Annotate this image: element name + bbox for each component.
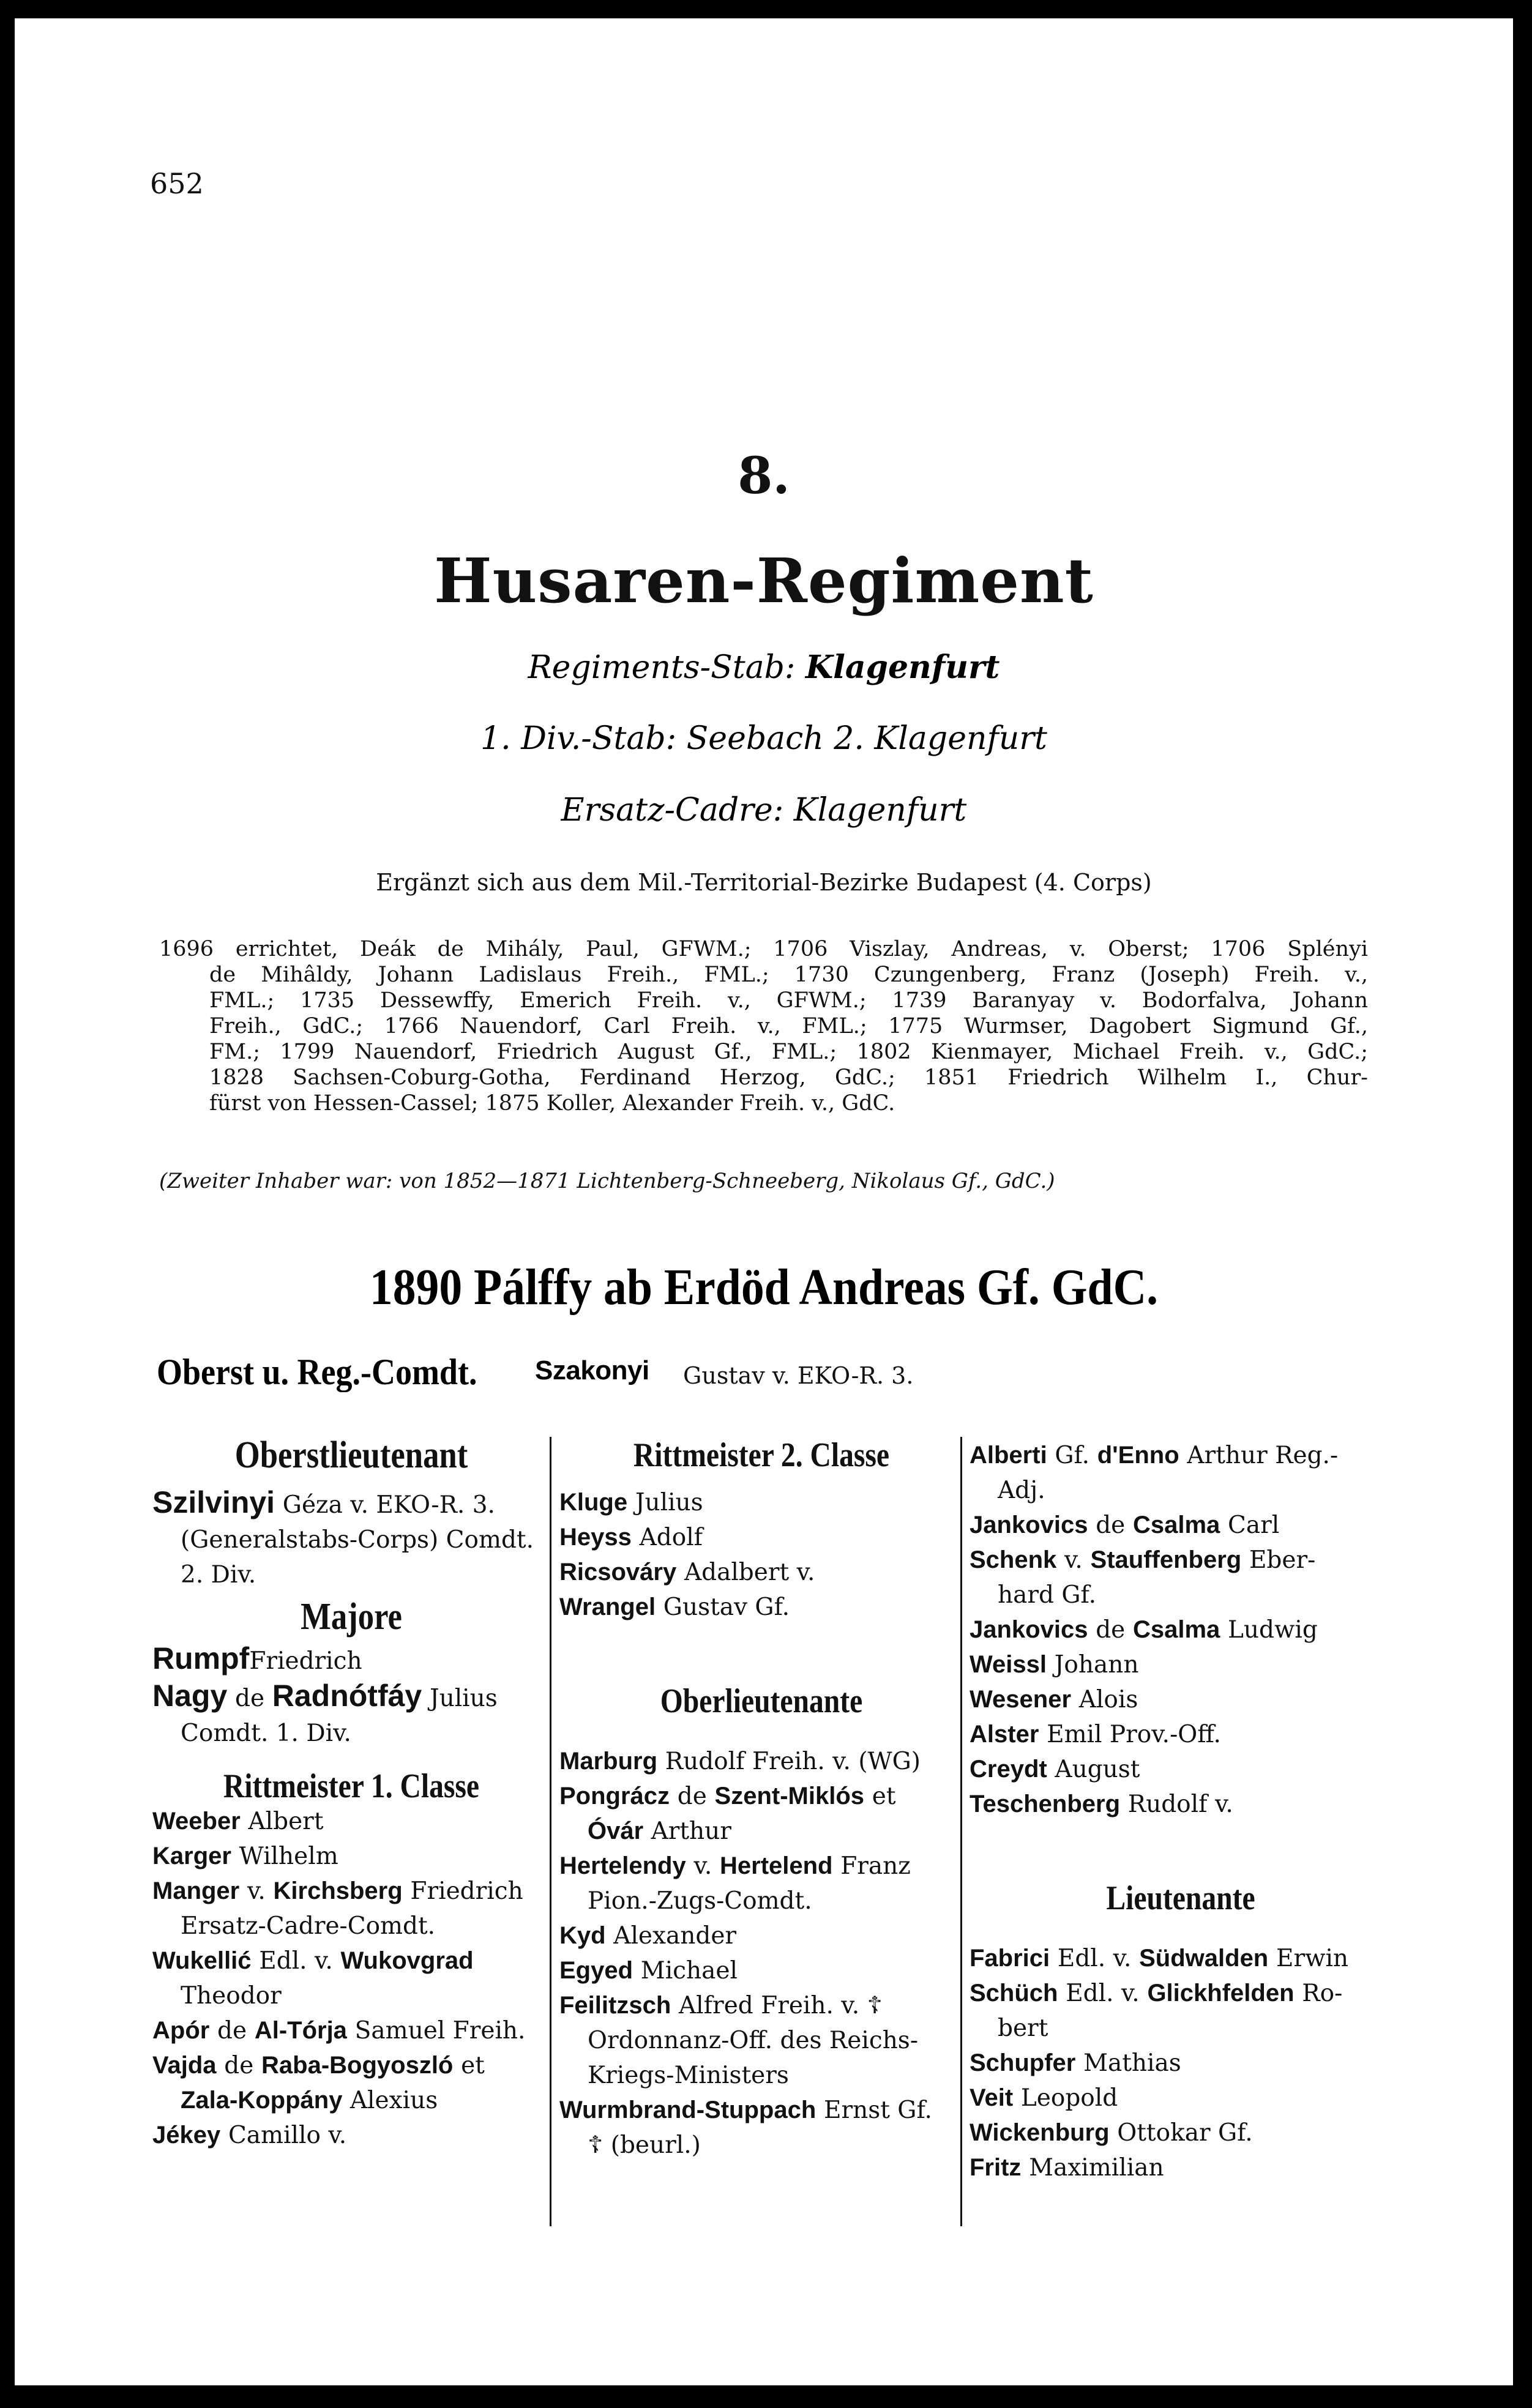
list-item: Schüch Edl. v. Glickhfelden Ro- — [970, 1980, 1343, 2007]
heading-rittmeister-2: Rittmeister 2. Classe — [633, 1436, 890, 1474]
list-item: Manger v. Kirchsberg Friedrich — [152, 1877, 523, 1905]
list-item: Fabrici Edl. v. Südwalden Erwin — [970, 1945, 1349, 1972]
list-item: Karger Wilhelm — [152, 1843, 338, 1870]
history-line: 1696 errichtet, Deák de Mihály, Paul, GFWM.; 1706 Viszlay, Andreas, v. Oberst; 1706 Splényi — [159, 937, 1368, 961]
oberst-name: Szakonyi — [535, 1355, 649, 1385]
list-item: Pongrácz de Szent-Miklós et — [559, 1783, 896, 1810]
history-line: FML.; 1735 Dessewffy, Emerich Freih. v., GFWM.; 1739 Baranyay v. Bodorfalva, Johann — [209, 988, 1368, 1013]
heading-majore: Majore — [301, 1596, 402, 1638]
ergaenzt-line: Ergänzt sich aus dem Mil.-Territorial-Bezirke Budapest (4. Corps) — [376, 869, 1152, 896]
ersatz-line: Ersatz-Cadre: Klagenfurt — [561, 792, 967, 829]
list-item: Schupfer Mathias — [970, 2049, 1181, 2077]
list-item: Jékey Camillo v. — [152, 2122, 347, 2149]
list-item: Creydt August — [970, 1756, 1140, 1783]
list-item: Veit Leopold — [970, 2084, 1118, 2112]
list-item: Marburg Rudolf Freih. v. (WG) — [559, 1748, 921, 1775]
list-item-continuation: ☦ (beurl.) — [588, 2131, 701, 2159]
list-item: RumpfFriedrich — [152, 1641, 362, 1676]
list-item: Heyss Adolf — [559, 1524, 703, 1551]
regiments-stab-line — [15, 649, 1513, 686]
oberst-details: Gustav v. EKO-R. 3. — [683, 1362, 914, 1389]
list-item-continuation: Zala-Koppány Alexius — [181, 2087, 438, 2114]
list-item-continuation: Kriegs-Ministers — [588, 2062, 789, 2089]
list-item-continuation: Ordonnanz-Off. des Reichs- — [588, 2027, 919, 2054]
list-item: Feilitzsch Alfred Freih. v. ☦ — [559, 1992, 883, 2019]
list-item: Kyd Alexander — [559, 1922, 737, 1950]
list-item: Wurmbrand-Stuppach Ernst Gf. — [559, 2097, 932, 2124]
regiment-owner: 1890 Pálffy ab Erdöd Andreas Gf. GdC. — [369, 1259, 1159, 1316]
list-item: Jankovics de Csalma Carl — [970, 1512, 1280, 1539]
list-item-continuation: 2. Div. — [181, 1561, 256, 1589]
list-item-continuation: (Generalstabs-Corps) Comdt. — [181, 1526, 534, 1554]
list-item: Weeber Albert — [152, 1808, 324, 1835]
column-2 — [559, 1438, 963, 2163]
regiment-title: Husaren-Regiment — [434, 545, 1094, 617]
list-item: Szilvinyi Géza v. EKO-R. 3. — [152, 1485, 495, 1519]
page-number: 652 — [150, 167, 204, 200]
list-item-continuation: Pion.-Zugs-Comdt. — [588, 1887, 812, 1915]
list-item-continuation: Comdt. 1. Div. — [181, 1720, 351, 1747]
history-line: FM.; 1799 Nauendorf, Friedrich August Gf., FML.; 1802 Kienmayer, Michael Freih. v., GdC.; — [209, 1040, 1368, 1064]
heading-oberstlieutenant: Oberstlieutenant — [234, 1434, 468, 1476]
list-item: Jankovics de Csalma Ludwig — [970, 1616, 1318, 1644]
list-item-continuation: hard Gf. — [998, 1581, 1096, 1609]
list-item: Weissl Johann — [970, 1651, 1139, 1679]
column-3 — [970, 1438, 1392, 2185]
list-item: Schenk v. Stauffenberg Eber- — [970, 1546, 1316, 1574]
div-stab-line: 1. Div.-Stab: Seebach 2. Klagenfurt — [480, 720, 1047, 757]
list-item: Alberti Gf. d'Enno Arthur Reg.- — [970, 1442, 1339, 1469]
list-item: Wickenburg Ottokar Gf. — [970, 2119, 1253, 2147]
list-item: Wesener Alois — [970, 1686, 1138, 1713]
history-line: de Mihâldy, Johann Ladislaus Freih., FML.; 1730 Czungenberg, Franz (Joseph) Freih. v., — [209, 963, 1368, 987]
oberst-title: Oberst u. Reg.-Comdt. — [157, 1352, 477, 1392]
history-line: Freih., GdC.; 1766 Nauendorf, Carl Freih. v., FML.; 1775 Wurmser, Dagobert Sigmund Gf., — [209, 1014, 1368, 1038]
list-item: Teschenberg Rudolf v. — [970, 1791, 1233, 1818]
list-item: Nagy de Radnótfáy Julius — [152, 1679, 498, 1713]
list-item-continuation: Theodor — [181, 1982, 282, 2010]
list-item: Alster Emil Prov.-Off. — [970, 1721, 1221, 1748]
list-item: Wrangel Gustav Gf. — [559, 1594, 790, 1621]
page — [15, 18, 1513, 2385]
history-block — [159, 936, 1368, 1116]
heading-oberlieutenante: Oberlieutenante — [660, 1682, 863, 1720]
history-line: fürst von Hessen-Cassel; 1875 Koller, Alexander Freih. v., GdC. — [209, 1091, 895, 1116]
list-item-continuation: bert — [998, 2015, 1048, 2042]
list-item: Wukellić Edl. v. Wukovgrad — [152, 1947, 474, 1975]
list-item-continuation: Ersatz-Cadre-Comdt. — [181, 1912, 436, 1940]
list-item: Egyed Michael — [559, 1957, 738, 1985]
regiment-number: 8. — [738, 447, 790, 505]
list-item: Hertelendy v. Hertelend Franz — [559, 1852, 911, 1880]
column-1 — [152, 1434, 550, 2153]
stab-label: Regiments-Stab: — [528, 649, 796, 686]
list-item: Kluge Julius — [559, 1489, 703, 1516]
heading-lieutenante: Lieutenante — [1106, 1879, 1255, 1917]
stab-place: Klagenfurt — [805, 649, 1000, 686]
list-item: Fritz Maximilian — [970, 2154, 1164, 2182]
list-item: Ricsováry Adalbert v. — [559, 1559, 815, 1586]
heading-rittmeister-1: Rittmeister 1. Classe — [223, 1767, 480, 1805]
history-line: 1828 Sachsen-Coburg-Gotha, Ferdinand Herzog, GdC.; 1851 Friedrich Wilhelm I., Chur- — [209, 1065, 1368, 1090]
list-item-continuation: Adj. — [998, 1477, 1045, 1504]
second-owner-note: (Zweiter Inhaber war: von 1852—1871 Lichtenberg-Schneeberg, Nikolaus Gf., GdC.) — [159, 1169, 1055, 1193]
list-item-continuation: Óvár Arthur — [588, 1817, 731, 1845]
list-item: Apór de Al-Tórja Samuel Freih. — [152, 2017, 526, 2045]
list-item: Vajda de Raba-Bogyoszló et — [152, 2052, 485, 2079]
